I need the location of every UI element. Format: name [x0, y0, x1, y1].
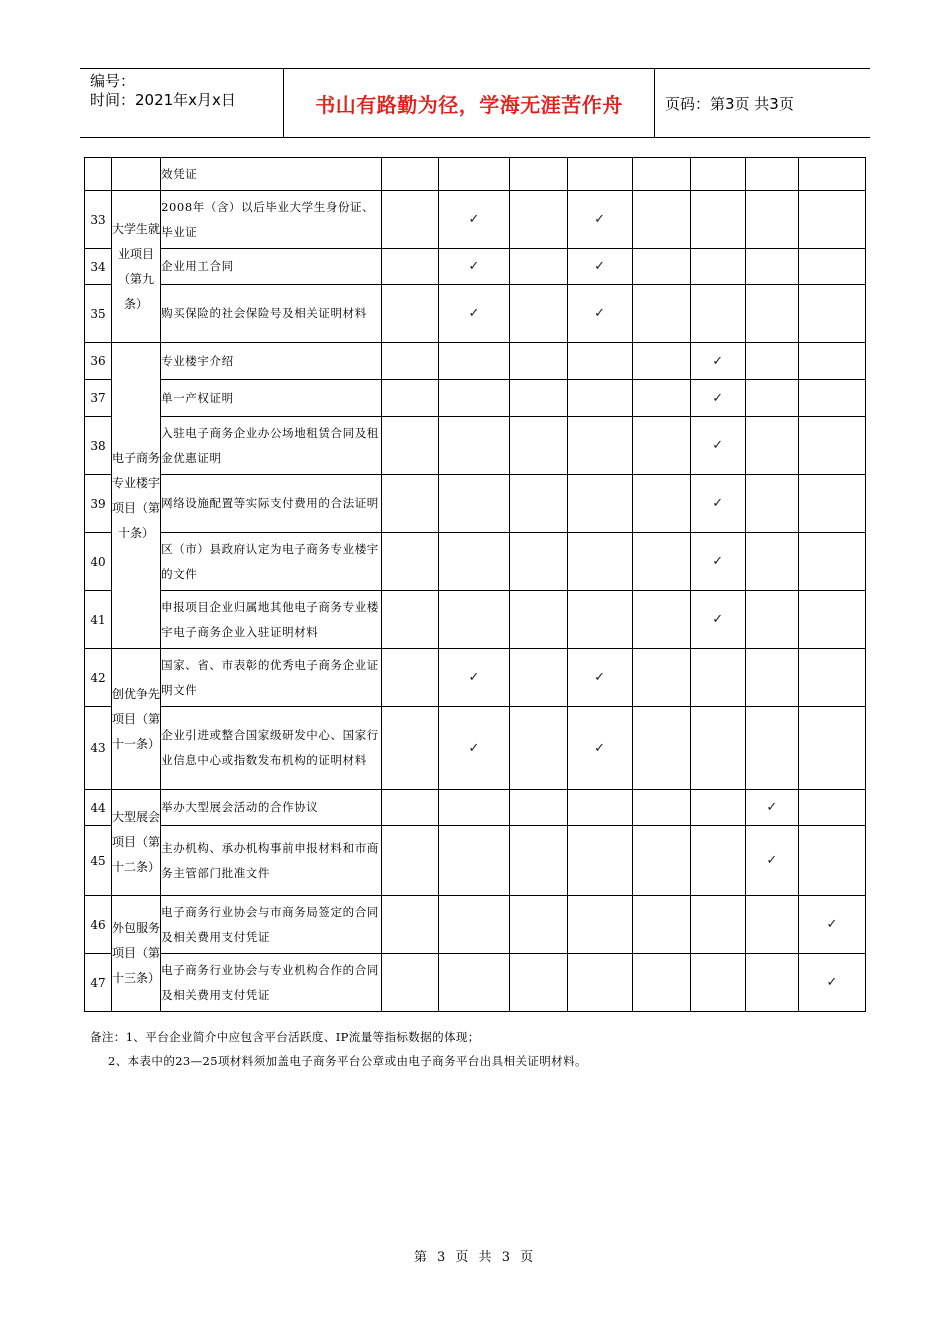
page-footer: 第 3 页 共 3 页 — [413, 1250, 537, 1265]
check-cell — [567, 285, 632, 343]
check-cell — [439, 158, 509, 191]
check-cell — [632, 826, 690, 896]
check-cell — [690, 826, 745, 896]
check-cell — [632, 417, 690, 475]
check-cell — [798, 826, 865, 896]
check-cell — [798, 380, 865, 417]
check-cell — [745, 896, 798, 954]
check-cell — [745, 249, 798, 285]
check-cell — [690, 649, 745, 707]
motto: 书山有路勤为径，学海无涯苦作舟 — [283, 69, 655, 137]
material-item: 主办机构、承办机构事前申报材料和市商务主管部门批准文件 — [161, 826, 382, 896]
check-cell — [509, 475, 567, 533]
row-number: 36 — [85, 343, 112, 380]
check-cell — [798, 191, 865, 249]
check-cell — [798, 591, 865, 649]
material-item: 举办大型展会活动的合作协议 — [161, 790, 382, 826]
check-cell — [439, 533, 509, 591]
material-item: 电子商务行业协会与专业机构合作的合同及相关费用支付凭证 — [161, 954, 382, 1012]
check-mark-icon: ✓ — [468, 306, 480, 321]
material-item: 网络设施配置等实际支付费用的合法证明 — [161, 475, 382, 533]
header-meta — [80, 69, 283, 137]
check-mark-icon: ✓ — [766, 853, 778, 868]
check-cell — [567, 533, 632, 591]
row-number: 47 — [85, 954, 112, 1012]
check-cell — [509, 343, 567, 380]
check-cell — [690, 191, 745, 249]
check-cell — [798, 707, 865, 790]
row-number: 34 — [85, 249, 112, 285]
check-cell — [632, 591, 690, 649]
check-cell — [382, 417, 439, 475]
note-2: 2、本表中的23—25项材料须加盖电子商务平台公章或由电子商务平台出具相关证明材料。 — [108, 1054, 587, 1068]
material-item: 申报项目企业归属地其他电子商务专业楼宇电子商务企业入驻证明材料 — [161, 591, 382, 649]
table-row — [85, 707, 866, 790]
check-cell — [509, 707, 567, 790]
check-cell — [439, 649, 509, 707]
check-cell — [439, 790, 509, 826]
check-mark-icon: ✓ — [468, 740, 480, 756]
check-cell — [382, 649, 439, 707]
check-cell — [567, 896, 632, 954]
page-indicator: 页码：第3页 共3页 — [665, 94, 794, 113]
table-row — [85, 591, 866, 649]
check-cell — [509, 285, 567, 343]
check-cell — [798, 417, 865, 475]
check-cell — [439, 896, 509, 954]
row-number — [85, 158, 112, 191]
check-cell — [690, 249, 745, 285]
check-cell — [567, 417, 632, 475]
time-label: 时间：2021年x月x日 — [90, 91, 236, 109]
check-cell — [439, 285, 509, 343]
check-mark-icon: ✓ — [468, 670, 480, 685]
category-cell: 创优争先项目（第十一条） — [112, 649, 161, 790]
check-cell — [632, 343, 690, 380]
check-cell — [690, 343, 745, 380]
check-cell — [745, 417, 798, 475]
check-mark-icon: ✓ — [594, 212, 606, 227]
check-cell — [439, 191, 509, 249]
check-cell — [382, 475, 439, 533]
check-cell — [745, 285, 798, 343]
check-cell — [690, 790, 745, 826]
check-cell — [567, 790, 632, 826]
check-cell — [632, 158, 690, 191]
row-number: 46 — [85, 896, 112, 954]
row-number: 42 — [85, 649, 112, 707]
material-item: 企业引进或整合国家级研发中心、国家行业信息中心或指数发布机构的证明材料 — [161, 707, 382, 790]
note-1: 备注：1、平台企业简介中应包含平台活跃度、IP流量等指标数据的体现； — [90, 1030, 480, 1044]
category-cell: 大型展会项目（第十二条） — [112, 790, 161, 896]
check-mark-icon: ✓ — [712, 353, 724, 369]
check-cell — [439, 380, 509, 417]
check-cell — [567, 591, 632, 649]
check-cell — [690, 158, 745, 191]
page-header — [80, 68, 870, 138]
check-cell — [798, 343, 865, 380]
check-cell — [509, 191, 567, 249]
check-cell — [798, 285, 865, 343]
check-mark-icon: ✓ — [712, 390, 724, 406]
table-row — [85, 343, 866, 380]
check-cell — [690, 707, 745, 790]
check-cell — [382, 826, 439, 896]
check-cell — [439, 475, 509, 533]
table-row — [85, 954, 866, 1012]
check-cell — [690, 380, 745, 417]
check-cell — [439, 343, 509, 380]
table-row — [85, 533, 866, 591]
check-mark-icon: ✓ — [468, 259, 480, 274]
check-cell — [745, 343, 798, 380]
material-item: 区（市）县政府认定为电子商务专业楼宇的文件 — [161, 533, 382, 591]
check-mark-icon: ✓ — [712, 612, 724, 627]
check-cell — [509, 954, 567, 1012]
check-cell — [567, 158, 632, 191]
check-mark-icon: ✓ — [594, 306, 606, 321]
check-cell — [567, 249, 632, 285]
table-row — [85, 158, 866, 191]
check-cell — [439, 826, 509, 896]
row-number: 38 — [85, 417, 112, 475]
check-cell — [382, 591, 439, 649]
check-cell — [382, 707, 439, 790]
check-cell — [798, 158, 865, 191]
row-number: 41 — [85, 591, 112, 649]
check-cell — [745, 475, 798, 533]
check-mark-icon: ✓ — [826, 917, 838, 932]
check-cell — [745, 826, 798, 896]
check-cell — [798, 249, 865, 285]
check-cell — [382, 954, 439, 1012]
category-cell: 电子商务专业楼宇项目（第十条） — [112, 343, 161, 649]
check-cell — [567, 826, 632, 896]
check-cell — [632, 285, 690, 343]
check-cell — [798, 649, 865, 707]
check-cell — [798, 954, 865, 1012]
material-item: 单一产权证明 — [161, 380, 382, 417]
table-row — [85, 285, 866, 343]
table-row — [85, 790, 866, 826]
check-cell — [509, 417, 567, 475]
check-cell — [567, 343, 632, 380]
category-cell — [112, 158, 161, 191]
check-cell — [798, 475, 865, 533]
check-cell — [632, 790, 690, 826]
check-cell — [509, 896, 567, 954]
check-cell — [690, 954, 745, 1012]
check-cell — [382, 896, 439, 954]
check-cell — [439, 591, 509, 649]
check-mark-icon: ✓ — [712, 496, 724, 511]
material-item: 入驻电子商务企业办公场地租赁合同及租金优惠证明 — [161, 417, 382, 475]
check-cell — [632, 475, 690, 533]
table-row — [85, 896, 866, 954]
check-cell — [798, 790, 865, 826]
check-cell — [439, 707, 509, 790]
table-row — [85, 380, 866, 417]
check-cell — [382, 158, 439, 191]
material-item: 电子商务行业协会与市商务局签定的合同及相关费用支付凭证 — [161, 896, 382, 954]
check-mark-icon: ✓ — [594, 259, 606, 274]
check-cell — [439, 249, 509, 285]
row-number: 43 — [85, 707, 112, 790]
check-cell — [745, 954, 798, 1012]
check-cell — [567, 649, 632, 707]
check-cell — [567, 380, 632, 417]
row-number: 40 — [85, 533, 112, 591]
check-cell — [632, 380, 690, 417]
check-cell — [745, 380, 798, 417]
check-cell — [382, 533, 439, 591]
check-cell — [690, 417, 745, 475]
check-mark-icon: ✓ — [468, 212, 480, 227]
table-row — [85, 826, 866, 896]
check-cell — [509, 249, 567, 285]
check-cell — [567, 954, 632, 1012]
check-cell — [745, 191, 798, 249]
check-cell — [798, 896, 865, 954]
check-mark-icon: ✓ — [594, 670, 606, 685]
check-cell — [632, 896, 690, 954]
check-cell — [632, 954, 690, 1012]
row-number: 45 — [85, 826, 112, 896]
check-cell — [439, 417, 509, 475]
check-cell — [509, 826, 567, 896]
material-item: 国家、省、市表彰的优秀电子商务企业证明文件 — [161, 649, 382, 707]
check-cell — [745, 158, 798, 191]
table-row — [85, 475, 866, 533]
check-cell — [382, 285, 439, 343]
check-cell — [382, 343, 439, 380]
check-cell — [567, 191, 632, 249]
material-item: 效凭证 — [161, 158, 382, 191]
check-cell — [382, 380, 439, 417]
row-number: 39 — [85, 475, 112, 533]
check-cell — [382, 191, 439, 249]
check-cell — [690, 475, 745, 533]
check-mark-icon: ✓ — [826, 975, 838, 990]
check-cell — [632, 649, 690, 707]
check-cell — [745, 707, 798, 790]
material-item: 专业楼宇介绍 — [161, 343, 382, 380]
material-item: 2008年（含）以后毕业大学生身份证、毕业证 — [161, 191, 382, 249]
table-row — [85, 649, 866, 707]
check-cell — [382, 790, 439, 826]
check-cell — [632, 707, 690, 790]
check-cell — [567, 475, 632, 533]
table-row — [85, 249, 866, 285]
check-cell — [745, 533, 798, 591]
row-number: 44 — [85, 790, 112, 826]
check-cell — [567, 707, 632, 790]
check-cell — [509, 649, 567, 707]
check-mark-icon: ✓ — [712, 438, 724, 453]
material-item: 购买保险的社会保险号及相关证明材料 — [161, 285, 382, 343]
check-cell — [509, 591, 567, 649]
check-mark-icon: ✓ — [594, 740, 606, 756]
check-cell — [632, 249, 690, 285]
row-number: 35 — [85, 285, 112, 343]
row-number: 33 — [85, 191, 112, 249]
notes — [90, 1025, 587, 1073]
check-cell — [632, 533, 690, 591]
check-cell — [690, 285, 745, 343]
check-mark-icon: ✓ — [766, 800, 778, 815]
category-cell: 外包服务项目（第十三条） — [112, 896, 161, 1012]
check-cell — [632, 191, 690, 249]
check-mark-icon: ✓ — [712, 554, 724, 569]
check-cell — [509, 158, 567, 191]
number-label: 编号： — [90, 72, 136, 90]
table-row — [85, 191, 866, 249]
row-number: 37 — [85, 380, 112, 417]
check-cell — [690, 591, 745, 649]
check-cell — [798, 533, 865, 591]
check-cell — [745, 649, 798, 707]
check-cell — [509, 790, 567, 826]
check-cell — [690, 533, 745, 591]
material-item: 企业用工合同 — [161, 249, 382, 285]
check-cell — [745, 790, 798, 826]
category-cell: 大学生就业项目（第九条） — [112, 191, 161, 343]
table-row — [85, 417, 866, 475]
check-cell — [509, 380, 567, 417]
check-cell — [690, 896, 745, 954]
check-cell — [439, 954, 509, 1012]
check-cell — [745, 591, 798, 649]
materials-table — [84, 157, 866, 1012]
check-cell — [382, 249, 439, 285]
check-cell — [509, 533, 567, 591]
